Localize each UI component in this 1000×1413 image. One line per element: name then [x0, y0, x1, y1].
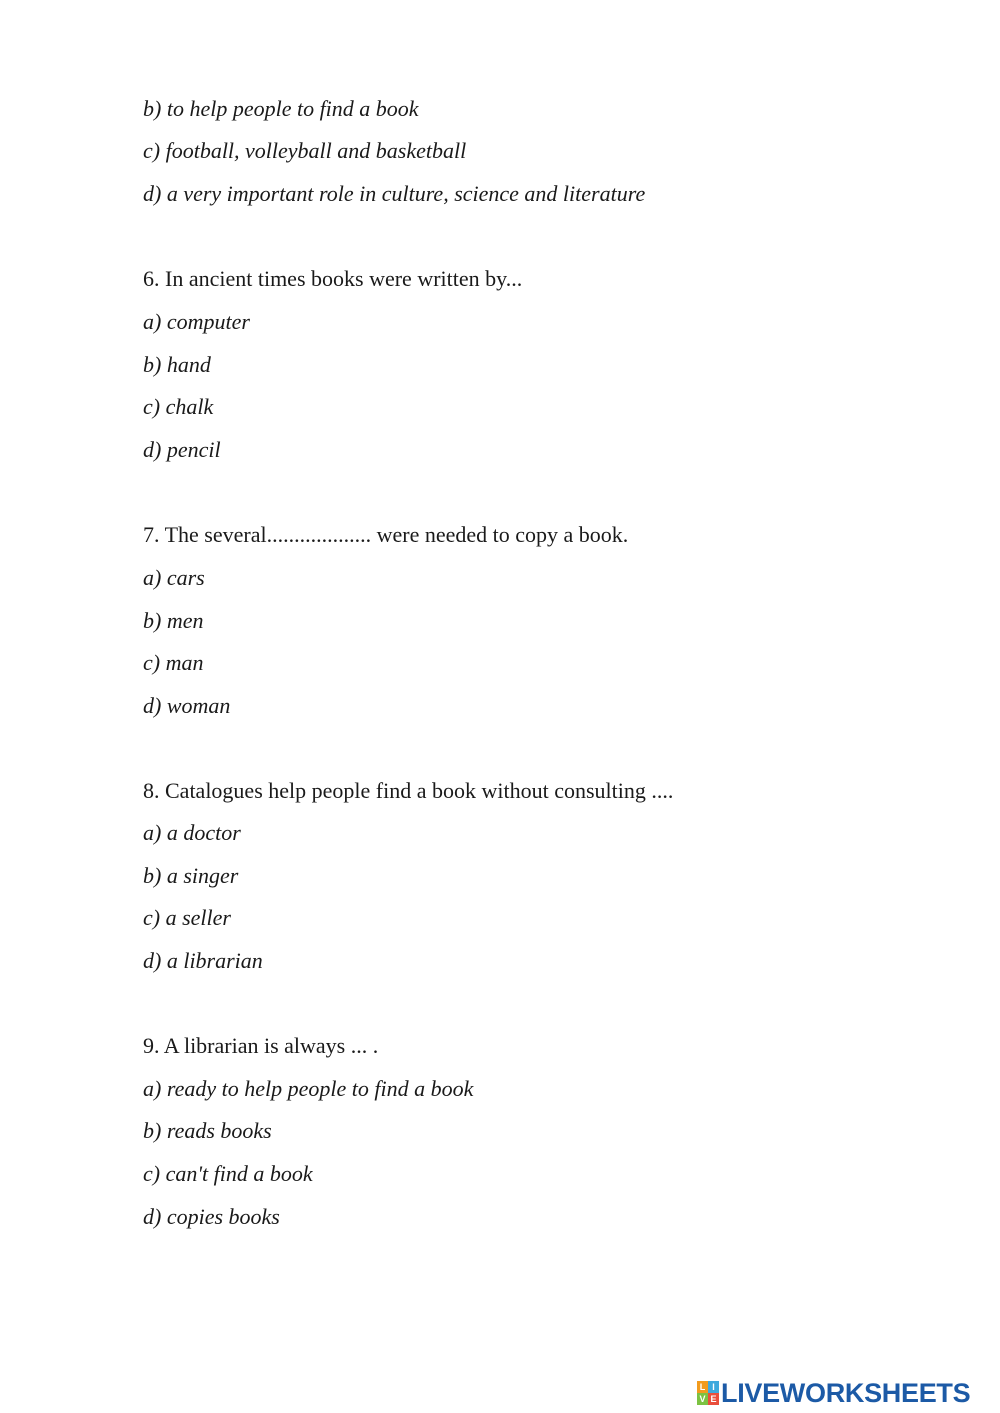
q7-option-a[interactable]: a) cars — [143, 565, 205, 590]
q7-option-c[interactable]: c) man — [143, 650, 204, 675]
logo-letter-i: I — [708, 1381, 719, 1393]
liveworksheets-logo-icon — [697, 1381, 719, 1405]
q7-option-d[interactable]: d) woman — [143, 693, 231, 718]
q6-option-a[interactable]: a) computer — [143, 309, 250, 334]
q6-question: 6. In ancient times books were written by... — [143, 266, 523, 291]
liveworksheets-logo-text: LIVEWORKSHEETS — [721, 1378, 971, 1408]
logo-letter-e: E — [708, 1393, 719, 1405]
q9-option-a[interactable]: a) ready to help people to find a book — [143, 1076, 474, 1101]
q5-option-c[interactable]: c) football, volleyball and basketball — [143, 138, 467, 163]
q8-option-d[interactable]: d) a librarian — [143, 948, 263, 973]
q9-question: 9. A librarian is always ... . — [143, 1033, 379, 1058]
logo-letter-v: V — [697, 1393, 708, 1405]
liveworksheets-watermark — [697, 1378, 970, 1408]
q8-option-c[interactable]: c) a seller — [143, 905, 231, 930]
q8-option-a[interactable]: a) a doctor — [143, 820, 241, 845]
q5-option-b[interactable]: b) to help people to find a book — [143, 96, 419, 121]
q6-option-b[interactable]: b) hand — [143, 352, 211, 377]
q6-option-d[interactable]: d) pencil — [143, 437, 221, 462]
q9-option-c[interactable]: c) can't find a book — [143, 1161, 313, 1186]
q8-option-b[interactable]: b) a singer — [143, 863, 239, 888]
q8-question: 8. Catalogues help people find a book without consulting .... — [143, 778, 674, 803]
q6-option-c[interactable]: c) chalk — [143, 394, 214, 419]
q7-question: 7. The several................... were needed to copy a book. — [143, 522, 629, 547]
q5-option-d[interactable]: d) a very important role in culture, science and literature — [143, 181, 646, 206]
q9-option-d[interactable]: d) copies books — [143, 1204, 280, 1229]
q9-option-b[interactable]: b) reads books — [143, 1118, 272, 1143]
logo-letter-l: L — [697, 1381, 708, 1393]
q7-option-b[interactable]: b) men — [143, 608, 204, 633]
